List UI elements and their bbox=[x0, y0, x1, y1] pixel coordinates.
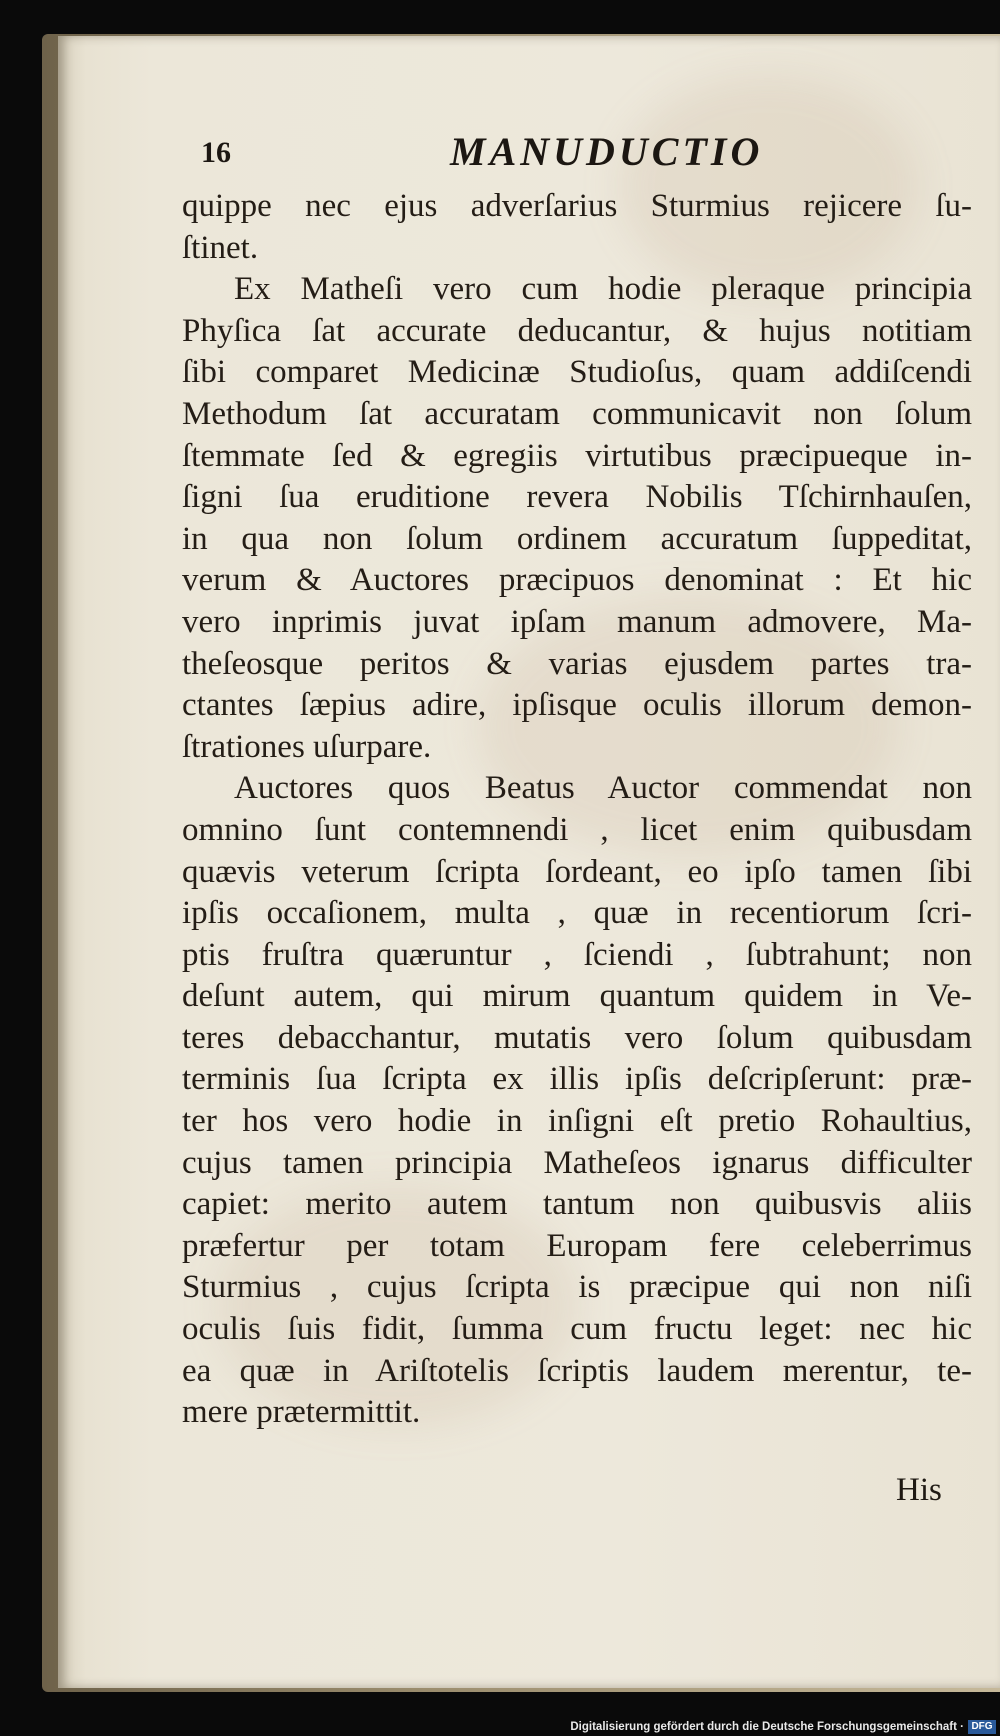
text-line: Methodum ſat accuratam communicavit non ſolum bbox=[182, 395, 972, 432]
text-line: capiet: merito autem tantum non quibusvis aliis bbox=[182, 1186, 972, 1223]
text-line: ptis fruſtra quæruntur , ſciendi , ſubtrahunt; non bbox=[182, 936, 972, 973]
text-line: ſibi comparet Medicinæ Studioſus, quam addiſcendi bbox=[182, 354, 972, 391]
text-line: omnino ſunt contemnendi , licet enim quibusdam bbox=[182, 811, 972, 848]
text-line: theſeosque peritos & varias ejusdem partes tra- bbox=[182, 645, 972, 682]
text-line: Phyſica ſat accurate deducantur, & hujus notitiam bbox=[182, 312, 972, 349]
text-line: oculis ſuis fidit, ſumma cum fructu leget: nec hic bbox=[182, 1311, 972, 1348]
text-line: ter hos vero hodie in inſigni eſt pretio Rohaultius, bbox=[182, 1103, 972, 1140]
text-line: in qua non ſolum ordinem accuratum ſuppeditat, bbox=[182, 520, 972, 557]
page-number: 16 bbox=[201, 136, 231, 169]
text-line: ea quæ in Ariſtotelis ſcriptis laudem merentur, te- bbox=[182, 1352, 972, 1389]
text-line: ſtemmate ſed & egregiis virtutibus præcipueque in- bbox=[182, 437, 972, 474]
paragraph-start-line: Ex Matheſi vero cum hodie pleraque principia bbox=[234, 271, 972, 308]
dfg-logo-icon: DFG bbox=[968, 1720, 996, 1734]
paragraph-start-line: Auctores quos Beatus Auctor commendat non bbox=[234, 770, 972, 807]
text-line: præfertur per totam Europam fere celeberrimus bbox=[182, 1227, 972, 1264]
text-line: deſunt autem, qui mirum quantum quidem in Ve- bbox=[182, 978, 972, 1015]
text-line: teres debacchantur, mutatis vero ſolum quibusdam bbox=[182, 1019, 972, 1056]
text-line: ctantes ſæpius adire, ipſisque oculis illorum demon- bbox=[182, 687, 972, 724]
text-line: ſtrationes uſurpare. bbox=[182, 728, 432, 765]
text-line: vero inprimis juvat ipſam manum admovere, Ma- bbox=[182, 603, 972, 640]
text-line: ſigni ſua eruditione revera Nobilis Tſchirnhauſen, bbox=[182, 479, 972, 516]
text-line: terminis ſua ſcripta ex illis ipſis deſcripſerunt: præ- bbox=[182, 1061, 972, 1098]
footer-banner bbox=[0, 1718, 1000, 1736]
text-line: ipſis occaſionem, multa , quæ in recentiorum ſcri- bbox=[182, 895, 972, 932]
text-line: cujus tamen principia Matheſeos ignarus difficulter bbox=[182, 1144, 972, 1181]
text-line: Sturmius , cujus ſcripta is præcipue qui non niſi bbox=[182, 1269, 972, 1306]
catchword: His bbox=[896, 1472, 942, 1508]
text-line: quævis veterum ſcripta ſordeant, eo ipſo tamen ſibi bbox=[182, 853, 972, 890]
text-line: verum & Auctores præcipuos denominat : Et hic bbox=[182, 562, 972, 599]
text-line: quippe nec ejus adverſarius Sturmius rejicere ſu- bbox=[182, 188, 972, 224]
running-title: MANUDUCTIO bbox=[450, 129, 764, 174]
text-line: ſtinet. bbox=[182, 229, 259, 266]
text-line: mere prætermittit. bbox=[182, 1394, 421, 1431]
body-text bbox=[182, 186, 972, 1434]
running-head bbox=[195, 128, 965, 188]
funding-credit: Digitalisierung gefördert durch die Deutsche Forschungsgemeinschaft · bbox=[570, 1721, 964, 1733]
